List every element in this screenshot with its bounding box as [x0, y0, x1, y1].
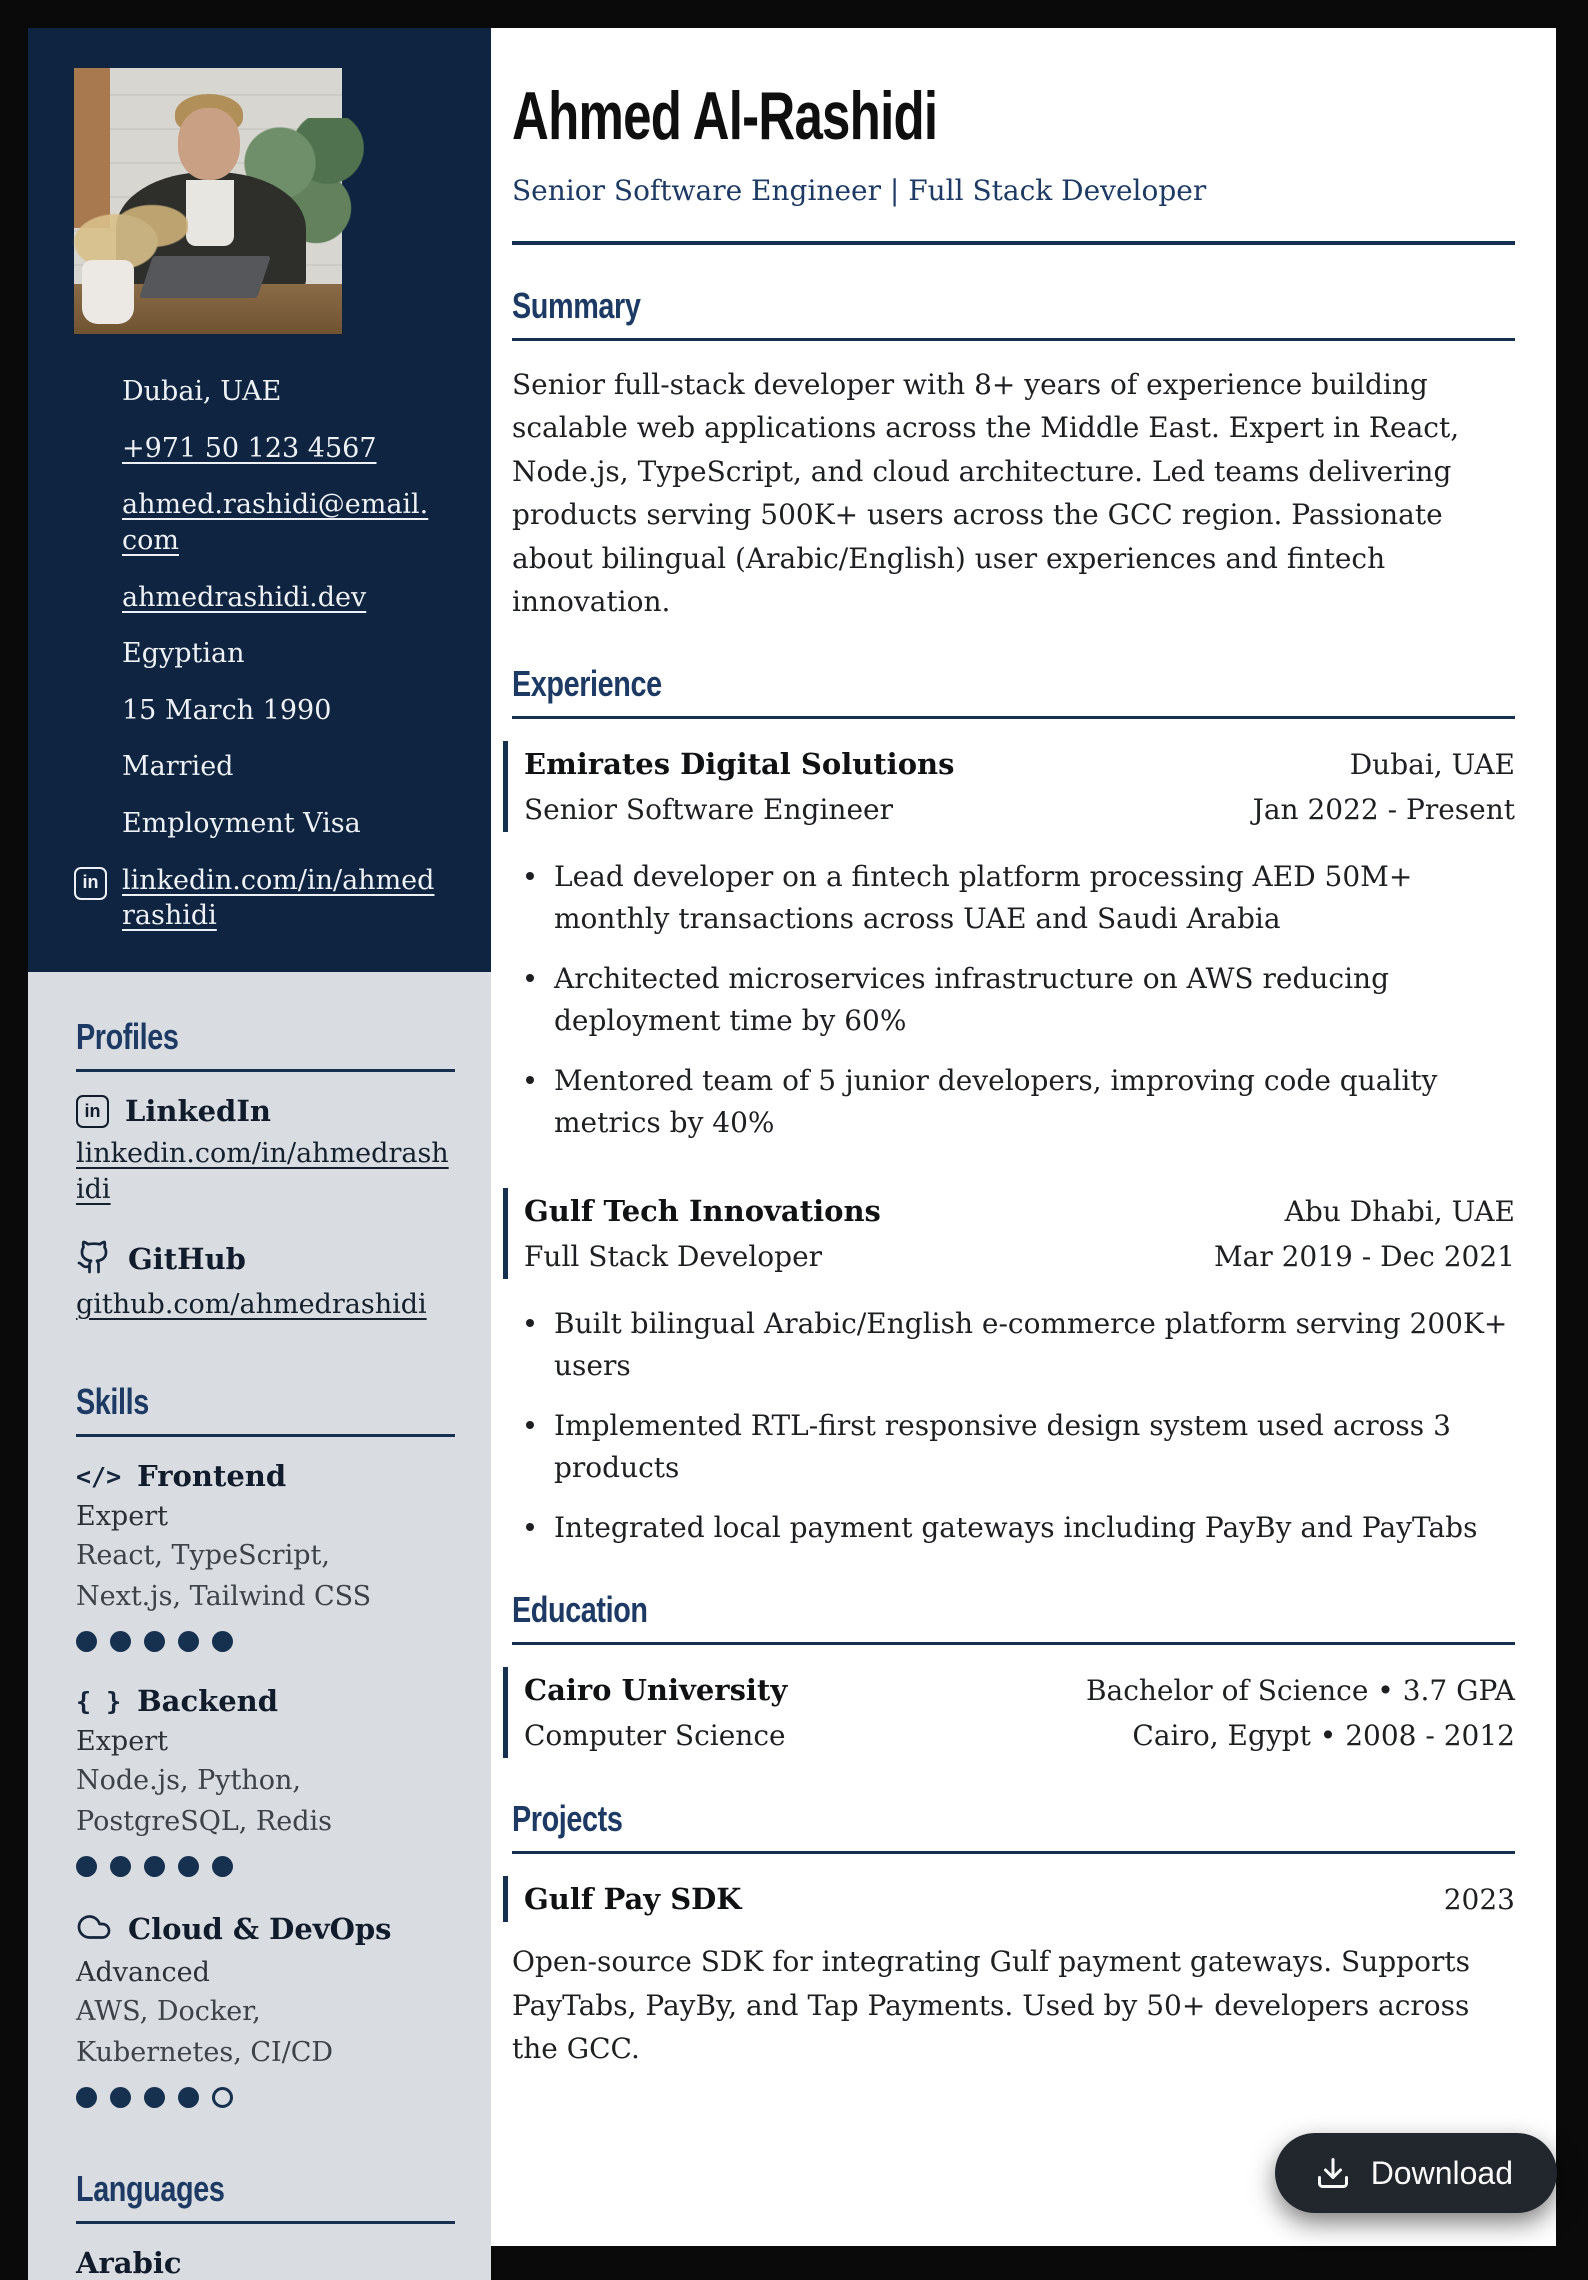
download-button[interactable]	[1275, 2133, 1557, 2213]
projects-heading	[512, 1798, 1515, 1854]
contact-visa-status-text: Employment Visa	[122, 808, 361, 839]
profile-github-link[interactable]: github.com/ahmedrashidi	[76, 1288, 427, 1320]
skill-level: Expert	[76, 1726, 168, 1758]
braces-icon: { }	[76, 1686, 122, 1716]
education-meta: Cairo, Egypt • 2008 - 2012	[1132, 1719, 1515, 1753]
company-name: Gulf Tech Innovations	[524, 1194, 881, 1229]
profile-photo	[74, 68, 342, 334]
experience-entry-header	[503, 1188, 1515, 1279]
profile-item-linkedin	[76, 1094, 455, 1209]
languages-heading	[76, 2168, 455, 2224]
contact-list	[74, 374, 455, 934]
sidebar-sections-panel	[28, 972, 491, 2280]
date-range: Mar 2019 - Dec 2021	[1213, 1240, 1515, 1274]
contact-nationality	[74, 636, 436, 672]
school-name: Cairo University	[524, 1673, 788, 1708]
profile-network-label: LinkedIn	[125, 1094, 271, 1128]
contact-location-text: Dubai, UAE	[122, 376, 282, 407]
project-description: Open-source SDK for integrating Gulf payment gateways. Supports PayTabs, PayBy, and Tap Payments. Used by 50+ developers across the GCC.	[512, 1945, 1470, 2066]
study-area: Computer Science	[524, 1719, 786, 1753]
website-link[interactable]: ahmedrashidi.dev	[122, 581, 367, 613]
skill-keywords: AWS, Docker, Kubernetes, CI/CD	[76, 1996, 334, 2068]
resume-main	[491, 28, 1556, 2246]
contact-birthdate	[74, 693, 436, 729]
company-name: Emirates Digital Solutions	[524, 747, 955, 782]
education-entry-header	[503, 1667, 1515, 1758]
cloud-icon	[76, 1909, 112, 1949]
bullet-item: Lead developer on a fintech platform processing AED 50M+ monthly transactions across UAE and Saudi Arabia	[512, 856, 1515, 940]
contact-linkedin	[74, 863, 436, 934]
download-icon	[1315, 2155, 1351, 2191]
contact-website	[74, 580, 436, 616]
download-button-label: Download	[1370, 2154, 1513, 2191]
bullet-item: Integrated local payment gateways including PayBy and PayTabs	[512, 1507, 1515, 1549]
experience-heading	[512, 663, 1515, 719]
section-education	[512, 1589, 1515, 1758]
date-range: Jan 2022 - Present	[1252, 793, 1515, 827]
contact-location	[74, 374, 436, 410]
languages-heading-text: Languages	[76, 2168, 225, 2210]
linkedin-icon: in	[74, 867, 107, 900]
education-entry	[512, 1667, 1515, 1758]
header-divider	[512, 241, 1515, 245]
bullet-item: Architected microservices infrastructure on AWS reducing deployment time by 60%	[512, 958, 1515, 1042]
language-item: Arabic	[76, 2246, 182, 2280]
contact-marital-status-text: Married	[122, 751, 234, 783]
summary-text: Senior full-stack developer with 8+ years of experience building scalable web applications across the Middle East. Expert in React, Node.js, TypeScript, and cloud architecture. Led teams delivering products serving 500K+ users across the GCC region. Passionate about bilingual (Arabic/English) user experiences and fintech innovation.	[512, 368, 1460, 618]
profile-item-github	[76, 1239, 455, 1323]
headline: Senior Software Engineer | Full Stack Developer	[512, 174, 1207, 207]
skill-rating	[76, 1631, 455, 1652]
code-icon: </>	[76, 1461, 122, 1491]
skill-name: Backend	[137, 1684, 279, 1719]
phone-link[interactable]: +971 50 123 4567	[122, 432, 377, 464]
skill-level: Advanced	[76, 1957, 210, 1989]
contact-birthdate-text: 15 March 1990	[122, 694, 332, 726]
skill-name: Cloud & DevOps	[128, 1912, 392, 1947]
experience-bullets	[512, 1303, 1515, 1549]
contact-nationality-text: Egyptian	[122, 638, 245, 670]
company-location: Dubai, UAE	[1349, 748, 1515, 782]
position-title: Senior Software Engineer	[524, 793, 893, 827]
skill-item-cloud-devops	[76, 1909, 455, 2108]
experience-entry	[512, 1188, 1515, 1549]
resume-page	[28, 28, 1556, 2280]
linkedin-icon: in	[76, 1095, 109, 1128]
projects-heading-text: Projects	[512, 1798, 623, 1840]
education-heading	[512, 1589, 1515, 1645]
skills-heading	[76, 1381, 455, 1437]
contact-marital-status	[74, 749, 436, 785]
degree-line: Bachelor of Science • 3.7 GPA	[1085, 1674, 1515, 1708]
skill-rating	[76, 1856, 455, 1877]
skill-item-frontend	[76, 1459, 455, 1652]
section-projects	[512, 1798, 1515, 2070]
contact-visa-status	[74, 806, 436, 842]
name-heading: Ahmed Al-Rashidi	[512, 78, 938, 154]
bullet-item: Built bilingual Arabic/English e-commerce platform serving 200K+ users	[512, 1303, 1515, 1387]
photo-person-face	[178, 108, 240, 180]
position-title: Full Stack Developer	[524, 1240, 823, 1274]
project-entry	[512, 1876, 1515, 2070]
profiles-heading	[76, 1016, 455, 1072]
project-name: Gulf Pay SDK	[524, 1882, 742, 1917]
summary-heading	[512, 285, 1515, 341]
sidebar	[28, 28, 491, 2280]
contact-email	[74, 487, 436, 558]
company-location: Abu Dhabi, UAE	[1284, 1195, 1515, 1229]
photo-vase	[82, 260, 134, 324]
bullet-item: Mentored team of 5 junior developers, improving code quality metrics by 40%	[512, 1060, 1515, 1144]
project-entry-header	[503, 1876, 1515, 1922]
skill-level: Expert	[76, 1501, 168, 1533]
profile-linkedin-link[interactable]: linkedin.com/in/ahmedrashidi	[76, 1138, 449, 1206]
summary-heading-text: Summary	[512, 285, 641, 326]
section-experience	[512, 663, 1515, 1549]
github-icon	[76, 1239, 112, 1279]
experience-bullets	[512, 856, 1515, 1144]
photo-person-shirt	[186, 180, 234, 246]
experience-entry-header	[503, 741, 1515, 832]
sidebar-contact-panel	[28, 28, 491, 972]
bullet-item: Implemented RTL-first responsive design system used across 3 products	[512, 1405, 1515, 1489]
linkedin-link[interactable]: linkedin.com/in/ahmedrashidi	[122, 864, 435, 932]
profiles-heading-text: Profiles	[76, 1016, 179, 1057]
skill-rating	[76, 2087, 455, 2108]
skill-keywords: React, TypeScript, Next.js, Tailwind CSS	[76, 1540, 372, 1612]
education-heading-text: Education	[512, 1589, 648, 1631]
skills-heading-text: Skills	[76, 1381, 149, 1423]
skill-name: Frontend	[137, 1459, 287, 1494]
skill-keywords: Node.js, Python, PostgreSQL, Redis	[76, 1765, 333, 1837]
email-link[interactable]: ahmed.rashidi@email.com	[122, 489, 429, 556]
contact-phone	[74, 431, 436, 467]
experience-heading-text: Experience	[512, 663, 662, 705]
project-date: 2023	[1443, 1883, 1515, 1917]
profile-network-label: GitHub	[128, 1241, 246, 1276]
skill-item-backend	[76, 1684, 455, 1877]
section-summary	[512, 285, 1515, 623]
experience-entry	[512, 741, 1515, 1144]
